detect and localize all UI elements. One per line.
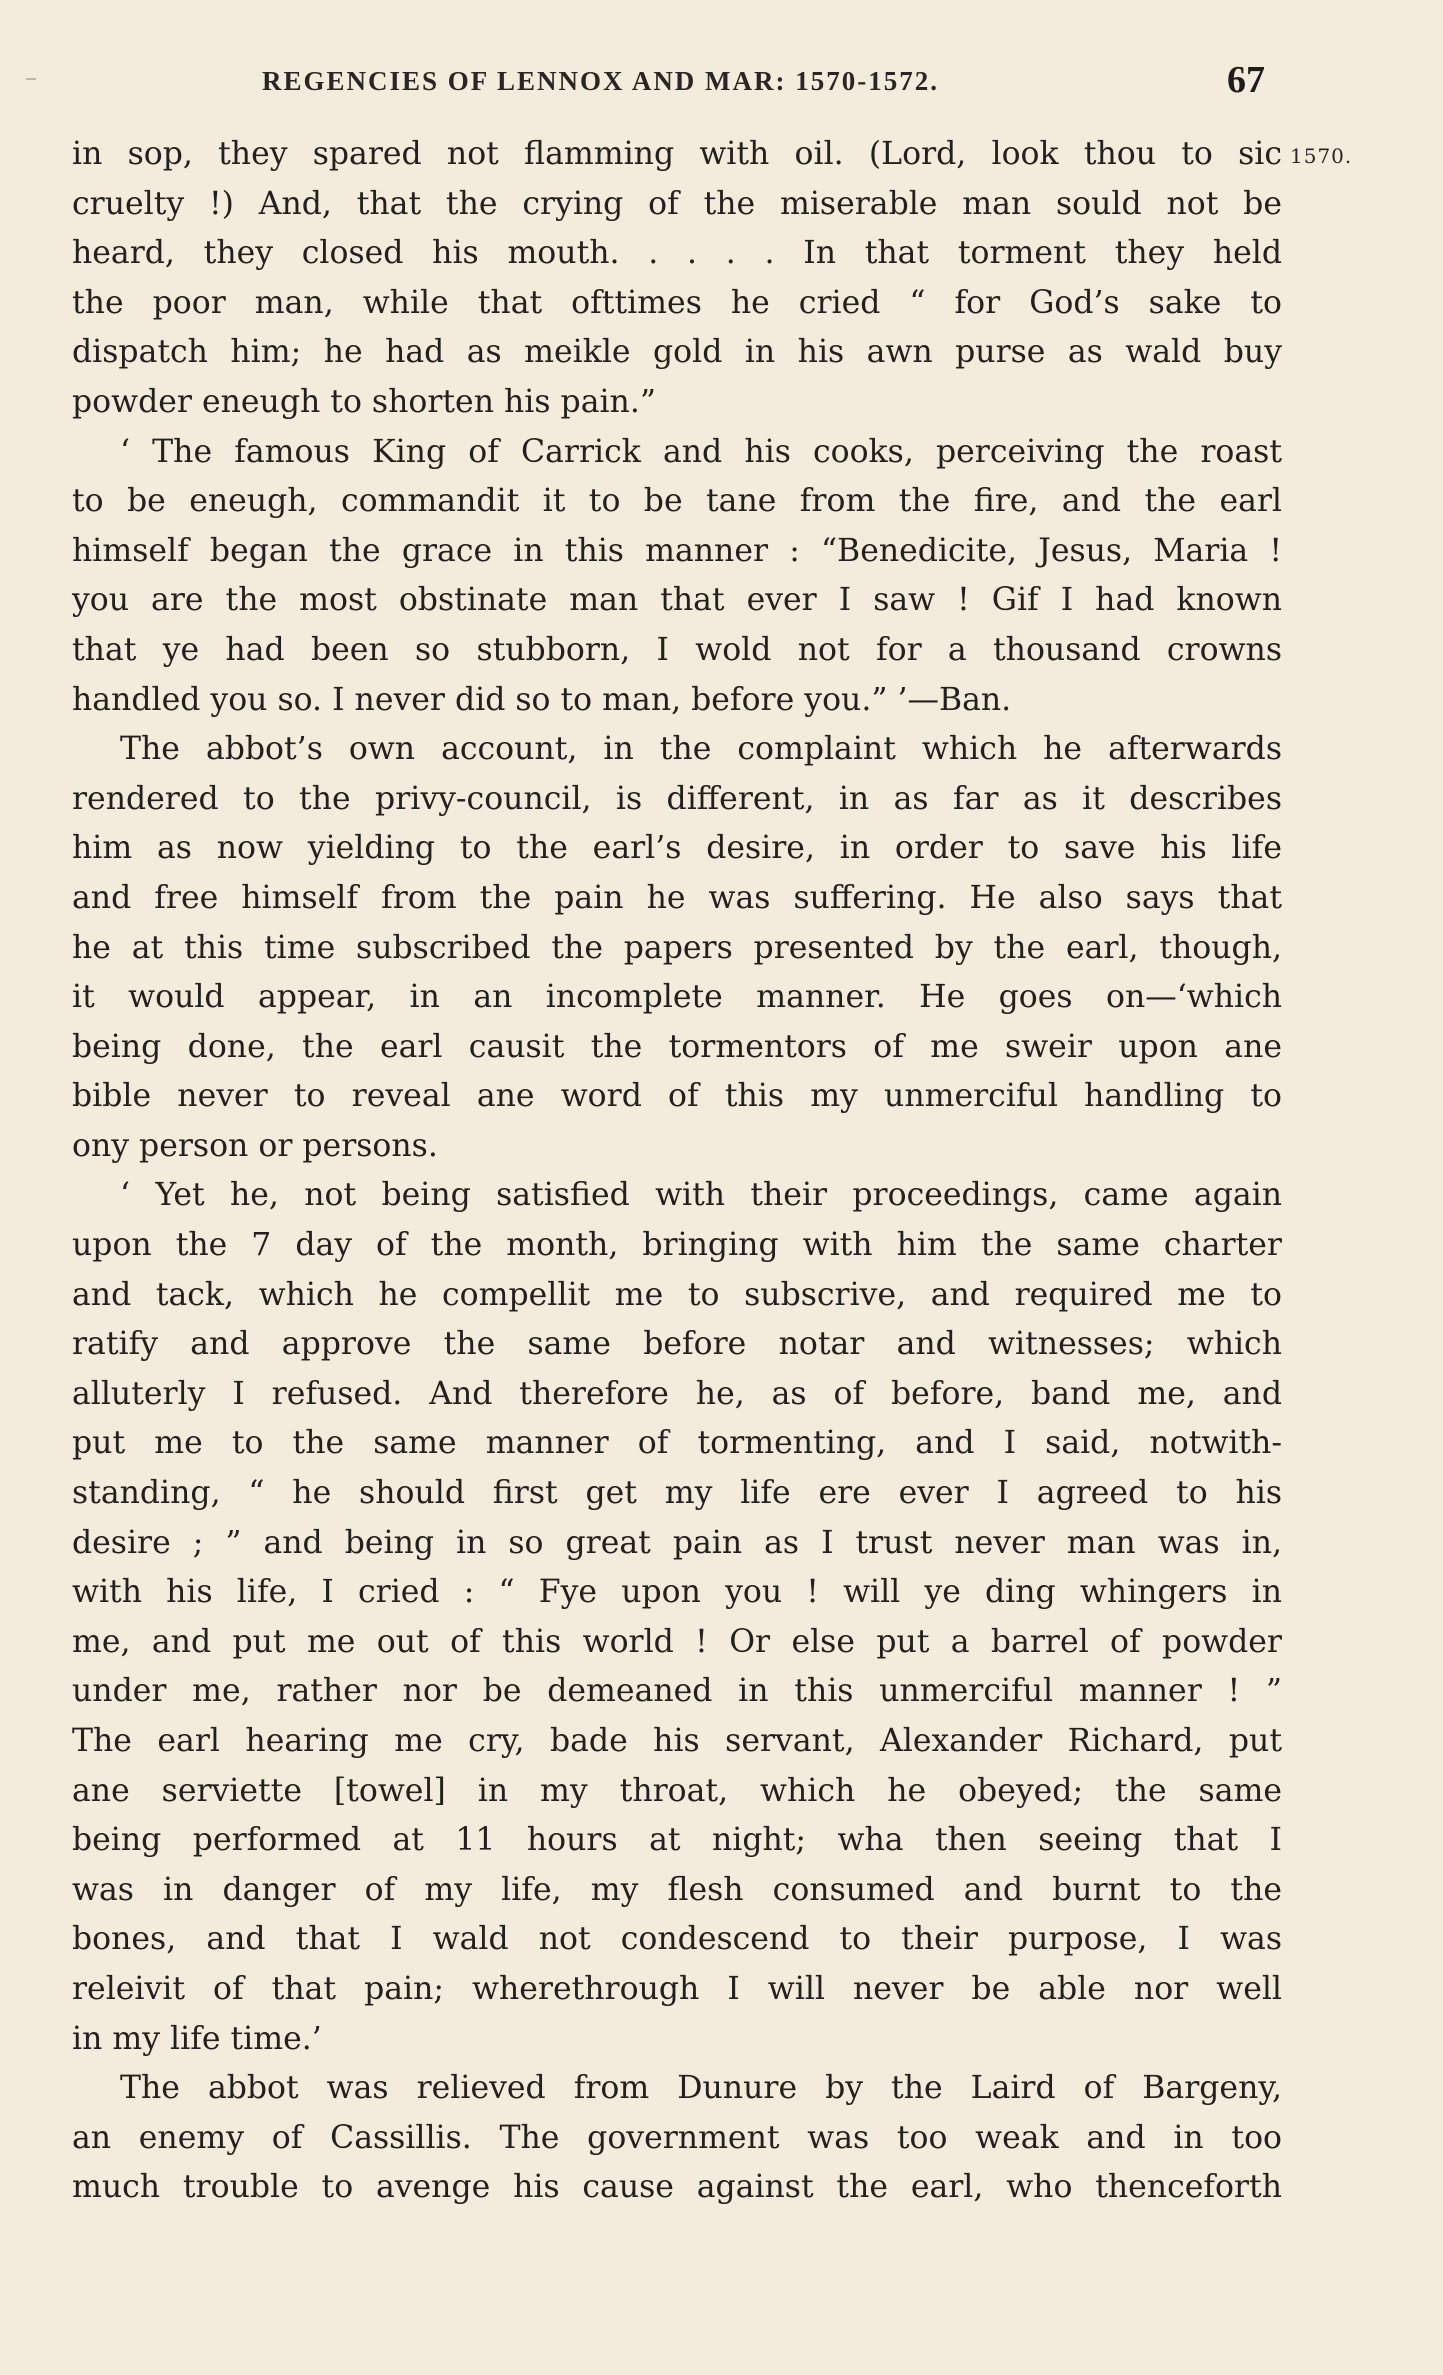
text-line: The earl hearing me cry, bade his servant, Alexander Richard, put	[72, 1723, 1282, 1759]
text-line: ony person or persons.	[72, 1127, 438, 1164]
text-line: in my life time.’	[72, 2020, 322, 2057]
text-line: himself began the grace in this manner : “Benedicite, Jesus, Maria !	[72, 532, 1282, 569]
text-line: being done, the earl causit the tormentors of me sweir upon ane	[72, 1028, 1282, 1065]
text-line: rendered to the privy-council, is different, in as far as it describes	[72, 780, 1282, 817]
text-line: put me to the same manner of tormenting, and I said, notwith-	[72, 1425, 1282, 1462]
text-line: and free himself from the pain he was suffering. He also says that	[72, 879, 1282, 916]
text-line: you are the most obstinate man that ever I saw ! Gif I had known	[72, 582, 1282, 619]
body-text	[72, 130, 1282, 2213]
text-line: and tack, which he compellit me to subscrive, and required me to	[72, 1276, 1282, 1313]
text-line: desire ; ” and being in so great pain as I trust never man was in,	[72, 1524, 1282, 1561]
margin-year-note: 1570.	[1290, 144, 1353, 168]
running-title: REGENCIES OF LENNOX AND MAR: 1570-1572.	[262, 66, 940, 96]
text-line: him as now yielding to the earl’s desire, in order to save his life	[72, 830, 1282, 867]
text-line: me, and put me out of this world ! Or else put a barrel of powder	[72, 1623, 1282, 1660]
text-line: in sop, they spared not flamming with oil. (Lord, look thou to sic	[72, 136, 1282, 172]
text-line: heard, they closed his mouth. . . . . In that torment they held	[72, 235, 1282, 272]
text-line: an enemy of Cassillis. The government was too weak and in too	[72, 2119, 1282, 2156]
text-line: releivit of that pain; wherethrough I will never be able nor well	[72, 1970, 1282, 2007]
text-line: ‘ Yet he, not being satisfied with their proceedings, came again	[120, 1177, 1282, 1214]
text-line: ‘ The famous King of Carrick and his cooks, perceiving the roast	[120, 433, 1282, 470]
text-line: ane serviette [towel] in my throat, which he obeyed; the same	[72, 1772, 1282, 1809]
text-line: the poor man, while that ofttimes he cried “ for God’s sake to	[72, 284, 1282, 321]
page-mark	[26, 78, 36, 80]
text-line: powder eneugh to shorten his pain.”	[72, 383, 656, 420]
running-head	[72, 58, 1272, 101]
text-line: handled you so. I never did so to man, before you.” ’—Ban.	[72, 681, 1012, 718]
text-line: it would appear, in an incomplete manner. He goes on—‘which	[72, 979, 1282, 1016]
text-line: dispatch him; he had as meikle gold in his awn purse as wald buy	[72, 334, 1282, 371]
text-line: that ye had been so stubborn, I wold not for a thousand crowns	[72, 631, 1282, 668]
text-line: upon the 7 day of the month, bringing with him the same charter	[72, 1227, 1282, 1264]
text-line: with his life, I cried : “ Fye upon you ! will ye ding whingers in	[72, 1574, 1282, 1611]
text-line: he at this time subscribed the papers presented by the earl, though,	[72, 929, 1282, 966]
text-line: under me, rather nor be demeaned in this unmerciful manner ! ”	[72, 1673, 1282, 1710]
text-line: standing, “ he should first get my life ere ever I agreed to his	[72, 1475, 1282, 1512]
text-line: The abbot was relieved from Dunure by the Laird of Bargeny,	[120, 2070, 1282, 2107]
text-line: cruelty !) And, that the crying of the miserable man sould not be	[72, 185, 1282, 222]
text-line: ratify and approve the same before notar and witnesses; which	[72, 1326, 1282, 1363]
text-line: being performed at 11 hours at night; wha then seeing that I	[72, 1822, 1282, 1859]
page-number: 67	[1227, 59, 1265, 101]
text-line: alluterly I refused. And therefore he, as of before, band me, and	[72, 1375, 1282, 1412]
text-line: The abbot’s own account, in the complaint which he afterwards	[120, 731, 1282, 768]
text-line: bones, and that I wald not condescend to their purpose, I was	[72, 1921, 1282, 1958]
text-line: much trouble to avenge his cause against the earl, who thenceforth	[72, 2169, 1282, 2206]
text-line: was in danger of my life, my flesh consumed and burnt to the	[72, 1871, 1282, 1908]
text-line: to be eneugh, commandit it to be tane from the fire, and the earl	[72, 483, 1282, 520]
text-line: bible never to reveal ane word of this my unmerciful handling to	[72, 1078, 1282, 1115]
